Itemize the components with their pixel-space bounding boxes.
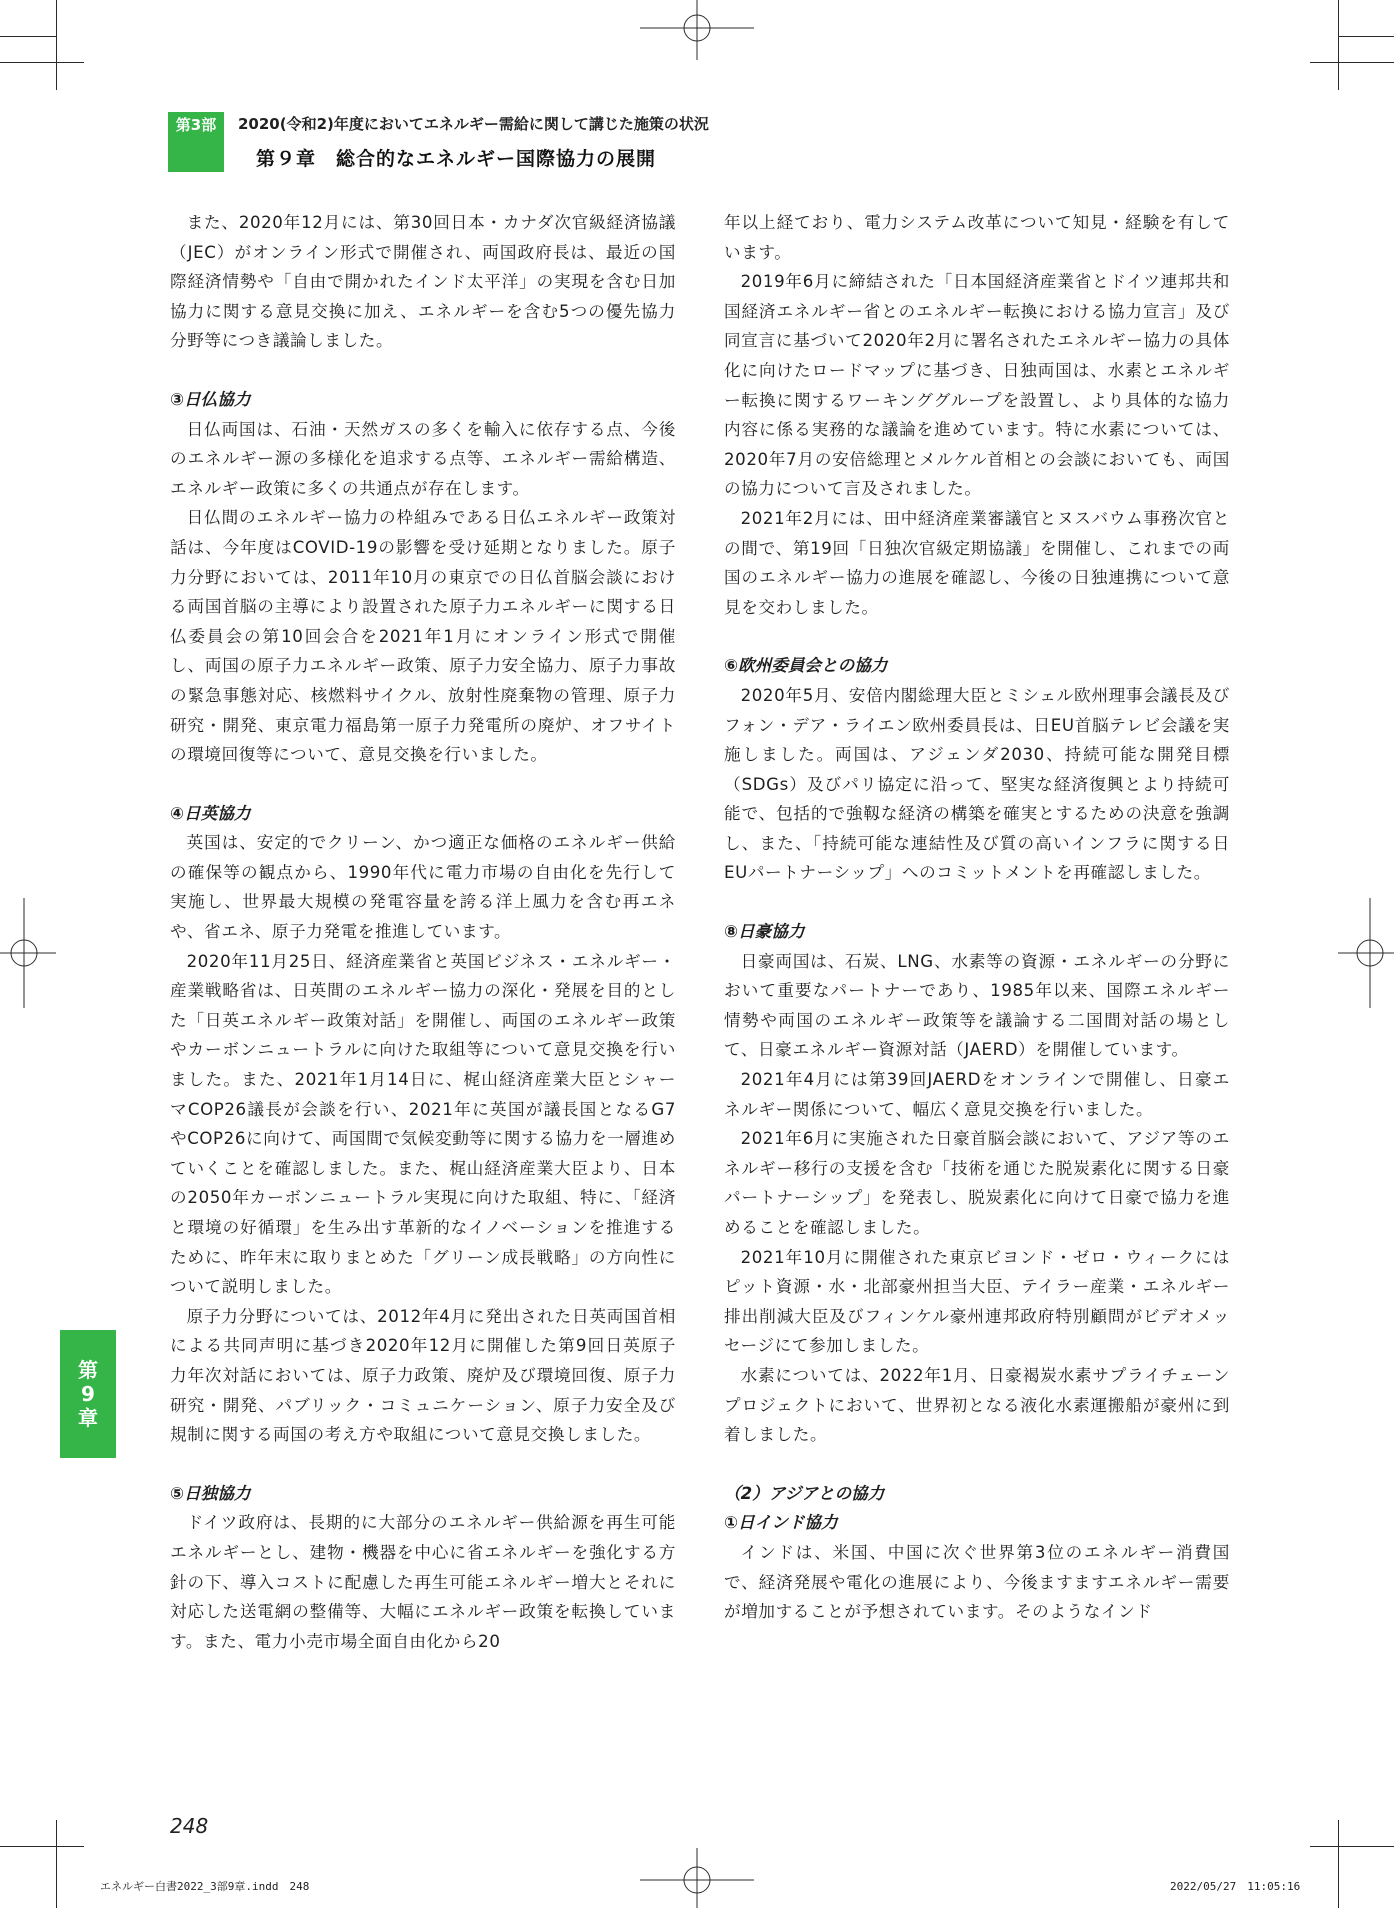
crop-mark	[56, 0, 57, 90]
page-number: 248	[170, 1814, 209, 1838]
paragraph: インドは、米国、中国に次ぐ世界第3位のエネルギー消費国で、経済発展や電化の進展により、今後ますますエネルギー需要が増加することが予想されています。そのようなインド	[724, 1542, 1230, 1622]
paragraph: 2020年11月25日、経済産業省と英国ビジネス・エネルギー・産業戦略省は、日英間のエネルギー協力の深化・発展を目的とした「日英エネルギー政策対話」を開催し、両国のエネルギー政策やカーボンニュートラルに向けた取組等について意見交換を行いました。また、2021年1月14日に、梶山経済産業大臣とシャーマCOP26議長が会談を行い、2021年に英国が議長国となるG7やCOP26に向けて、両国間で気候変動等に関する協力を一層進めていくことを確認しました。また、梶山経済産業大臣より、日本の2050年カーボンニュートラル実現に向けた取組、特に、「経済と環境の好循環」を生み出す革新的なイノベーションを推進するために、昨年末に取りまとめた「グリーン成長戦略」の方向性について説明しました。	[170, 951, 676, 1297]
crop-mark	[1310, 1846, 1394, 1847]
registration-mark-left	[0, 898, 56, 1008]
paragraph: 2019年6月に締結された「日本国経済産業省とドイツ連邦共和国経済エネルギー省とのエネルギー転換における協力宣言」及び同宣言に基づいて2020年2月に署名されたエネルギー協力の具体化に向けたロードマップに基づき、日独両国は、水素とエネルギー転換に関するワーキンググループを設置し、より具体的な協力内容に係る実務的な議論を進めています。特に水素については、2020年7月の安倍総理とメルケル首相との会談においても、両国の協力について言及されました。	[724, 272, 1230, 499]
crop-mark	[0, 1846, 84, 1847]
paragraph: 日仏間のエネルギー協力の枠組みである日仏エネルギー政策対話は、今年度はCOVID-19の影響を受け延期となりました。原子力分野においては、2011年10月の東京での日仏首脳会談における両国首脳の主導により設置された原子力エネルギーに関する日仏委員会の第10回会合を2021年1月にオンライン形式で開催し、両国の原子力エネルギー政策、原子力安全協力、原子力事故の緊急事態対応、核燃料サイクル、放射性廃棄物の管理、原子力研究・開発、東京電力福島第一原子力発電所の廃炉、オフサイトの環境回復等について、意見交換を行いました。	[170, 508, 676, 765]
paragraph: 2021年10月に開催された東京ビヨンド・ゼロ・ウィークにはピット資源・水・北部豪州担当大臣、テイラー産業・エネルギー排出削減大臣及びフィンケル豪州連邦政府特別顧問がビデオメッセージにて参加しました。	[724, 1247, 1230, 1356]
registration-mark-right	[1338, 898, 1394, 1008]
side-tab-char: 章	[78, 1406, 98, 1430]
side-tab-char: 第	[78, 1358, 98, 1382]
section-heading-india: ①日インド協力	[724, 1513, 838, 1533]
crop-mark	[1338, 36, 1394, 37]
paragraph: ドイツ政府は、長期的に大部分のエネルギー供給源を再生可能エネルギーとし、建物・機器を中心に省エネルギーを強化する方針の下、導入コストに配慮した再生可能エネルギー増大とそれに対応した送電網の整備等、大幅にエネルギー政策を転換しています。また、電力小売市場全面自由化から20	[170, 1513, 676, 1651]
paragraph: 2021年4月には第39回JAERDをオンラインで開催し、日豪エネルギー関係について、幅広く意見交換を行いました。	[724, 1070, 1230, 1119]
header-accent-strip	[168, 138, 224, 172]
registration-mark-top	[640, 0, 754, 60]
section-heading-eu: ⑥欧州委員会との協力	[724, 656, 888, 676]
crop-mark	[1310, 62, 1394, 63]
registration-mark-bottom	[640, 1848, 754, 1908]
paragraph: 水素については、2022年1月、日豪褐炭水素サプライチェーンプロジェクトにおいて、世界初となる液化水素運搬船が豪州に到着しました。	[724, 1365, 1230, 1445]
section-heading-uk: ④日英協力	[170, 803, 251, 823]
crop-mark	[1338, 0, 1339, 90]
crop-mark	[1338, 1820, 1339, 1908]
paragraph: 英国は、安定的でクリーン、かつ適正な価格のエネルギー供給の確保等の観点から、1990年代に電力市場の自由化を先行して実施し、世界最大規模の発電容量を誇る洋上風力を含む再エネや、省エネ、原子力発電を推進しています。	[170, 833, 676, 942]
chapter-side-tab	[60, 1330, 116, 1458]
paragraph: 2021年2月には、田中経済産業審議官とヌスバウム事務次官との間で、第19回「日独次官級定期協議」を開催し、これまでの両国のエネルギー協力の進展を確認し、今後の日独連携について意見を交わしました。	[724, 508, 1230, 617]
chapter-title: 第９章 総合的なエネルギー国際協力の展開	[256, 148, 657, 170]
right-column	[724, 208, 1230, 1627]
section-heading-france: ③日仏協力	[170, 389, 251, 409]
footer-file-name: エネルギー白書2022_3部9章.indd 248	[100, 1880, 310, 1893]
paragraph: 日豪両国は、石炭、LNG、水素等の資源・エネルギーの分野において重要なパートナーであり、1985年以来、国際エネルギー情勢や両国のエネルギー政策等を議論する二国間対話の場として、日豪エネルギー資源対話（JAERD）を開催しています。	[724, 951, 1230, 1060]
crop-mark	[0, 62, 84, 63]
crop-mark	[0, 36, 56, 37]
side-tab-number: 9	[81, 1382, 95, 1406]
footer-timestamp: 2022/05/27 11:05:16	[1170, 1880, 1301, 1893]
section-heading-asia: （2）アジアとの協力	[724, 1483, 885, 1503]
section-heading-germany: ⑤日独協力	[170, 1483, 251, 1503]
paragraph: 2021年6月に実施された日豪首脳会談において、アジア等のエネルギー移行の支援を含む「技術を通じた脱炭素化に関する日豪パートナーシップ」を発表し、脱炭素化に向けて日豪で協力を進めることを確認しました。	[724, 1129, 1230, 1237]
crop-mark	[56, 1820, 57, 1908]
part-badge: 第3部	[168, 112, 224, 138]
paragraph: また、2020年12月には、第30回日本・カナダ次官級経済協議（JEC）がオンライン形式で開催され、両国政府長は、最近の国際経済情勢や「自由で開かれたインド太平洋」の実現を含む日加協力に関する意見交換に加え、エネルギーを含む5つの優先協力分野等につき議論しました。	[170, 213, 676, 351]
part-title: 2020(令和2)年度においてエネルギー需給に関して講じた施策の状況	[238, 115, 709, 133]
section-heading-australia: ⑧日豪協力	[724, 922, 805, 942]
paragraph: 2020年5月、安倍内閣総理大臣とミシェル欧州理事会議長及びフォン・デア・ライエン欧州委員長は、日EU首脳テレビ会議を実施しました。両国は、アジェンダ2030、持続可能な開発目標（SDGs）及びパリ協定に沿って、堅実な経済復興とより持続可能で、包括的で強靱な経済の構築を確実とするための決意を強調し、また、「持続可能な連結性及び質の高いインフラに関する日EUパートナーシップ」へのコミットメントを再確認しました。	[724, 685, 1230, 883]
paragraph: 原子力分野については、2012年4月に発出された日英両国首相による共同声明に基づき2020年12月に開催した第9回日英原子力年次対話においては、原子力政策、廃炉及び環境回復、原子力研究・開発、パブリック・コミュニケーション、原子力安全及び規制に関する両国の考え方や取組について意見交換しました。	[170, 1306, 676, 1445]
paragraph: 日仏両国は、石油・天然ガスの多くを輸入に依存する点、今後のエネルギー源の多様化を追求する点等、エネルギー需給構造、エネルギー政策に多くの共通点が存在します。	[170, 419, 676, 498]
paragraph-continued: 年以上経ており、電力システム改革について知見・経験を有しています。	[724, 213, 1230, 262]
left-column	[170, 208, 676, 1656]
